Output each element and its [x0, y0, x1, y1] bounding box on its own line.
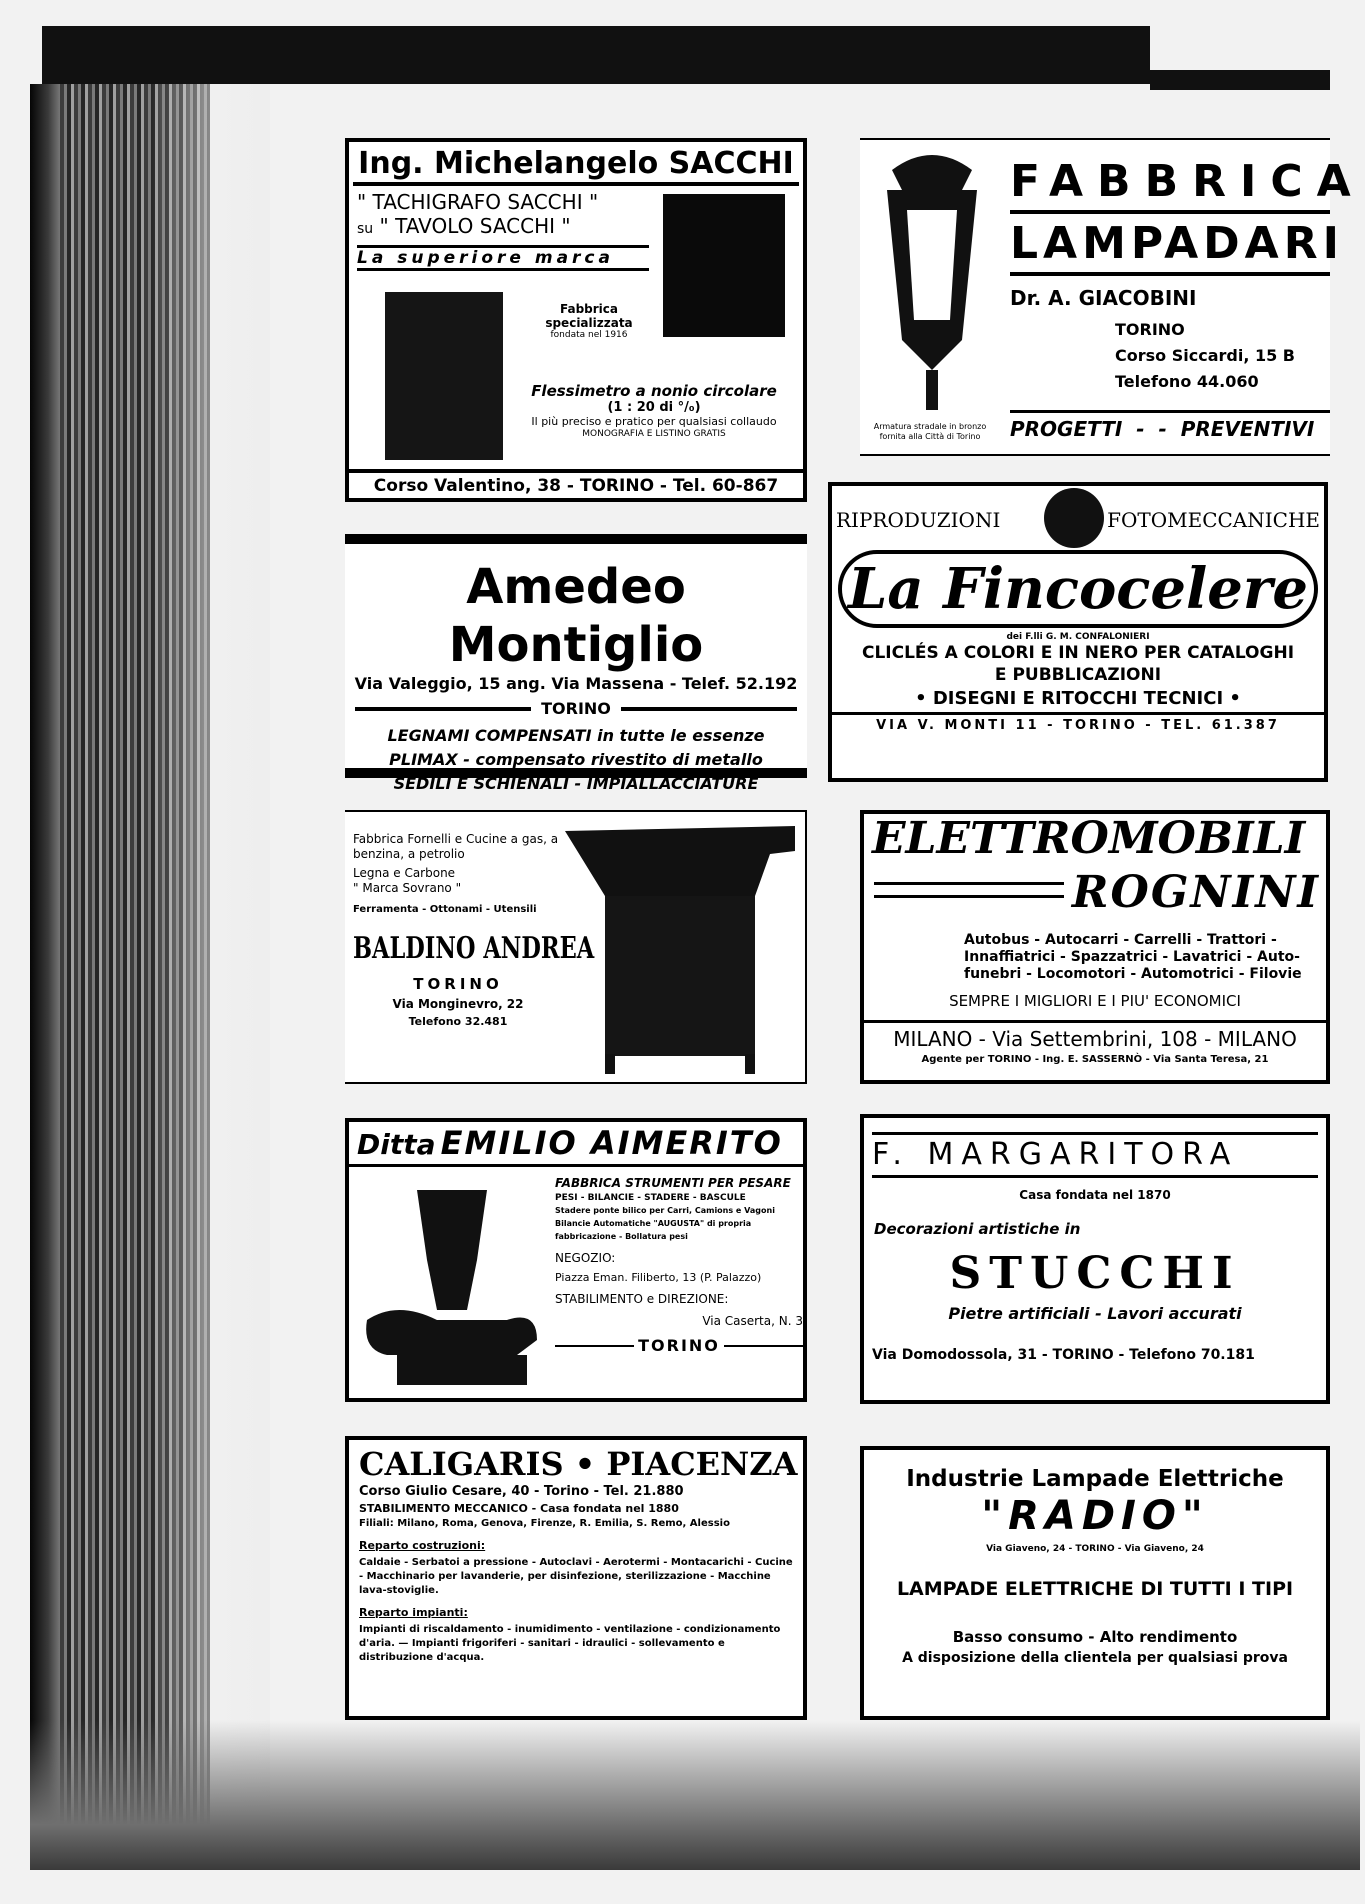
radio-t1: Industrie Lampade Elettriche [906, 1466, 1284, 1492]
sacchi-su: su [357, 221, 374, 237]
rognini-address: MILANO - Via Settembrini, 108 - MILANO [864, 1020, 1326, 1051]
rognini-t1: ELETTROMOBILI [872, 813, 1306, 864]
sacchi-fondata: fondata nel 1916 [550, 330, 628, 340]
rognini-rule-2 [874, 895, 1064, 898]
montiglio-city-row [355, 699, 797, 718]
lampadari-phone: Telefono 44.060 [1115, 372, 1259, 391]
radio-l3: A disposizione della clientela per qualsiasi prova [902, 1650, 1288, 1666]
ad-lampadari [860, 138, 1365, 456]
ad-radio [860, 1446, 1330, 1720]
aimerito-negozio-addr: Piazza Eman. Filiberto, 13 (P. Palazzo) [555, 1271, 762, 1284]
fincocelere-owners: dei F.lli G. M. CONFALONIERI [1006, 632, 1150, 642]
sacchi-address: Corso Valentino, 38 - TORINO - Tel. 60-867 [349, 469, 803, 496]
street-lamp-illustration [862, 150, 1002, 420]
ad-fincocelere [828, 482, 1328, 782]
aimerito-stab-addr: Via Caserta, N. 3 [702, 1314, 803, 1328]
montiglio-rule-left [355, 707, 531, 711]
baldino-phone: Telefono 32.481 [408, 1015, 508, 1028]
fincocelere-l1: CLICLÉS A COLORI E IN NERO PER CATALOGHI [861, 643, 1295, 663]
ad-margaritora [860, 1114, 1330, 1404]
baldino-l3: " Marca Sovrano " [353, 881, 462, 895]
radio-address: Via Giaveno, 24 - TORINO - Via Giaveno, 24 [986, 1544, 1204, 1554]
lampadari-footer: PROGETTI - - PREVENTIVI [1010, 410, 1330, 441]
aimerito-l1: FABBRICA STRUMENTI PER PESARE [555, 1176, 791, 1190]
scale-illustration [357, 1180, 547, 1390]
baldino-city: TORINO [413, 975, 503, 993]
tavolo-photo [385, 292, 503, 460]
sacchi-desc: Il più preciso e pratico per qualsiasi collaudo [531, 415, 777, 428]
baldino-name: BALDINO ANDREA [353, 931, 595, 966]
rognini-t2: ROGNINI [1071, 867, 1320, 918]
lampadari-caption: Armatura stradale in bronzo fornita alla Città di Torino [873, 422, 987, 441]
sacchi-flessimetro-block [509, 382, 799, 439]
montiglio-l1: LEGNAMI COMPENSATI in tutte le essenze [387, 726, 765, 745]
scan-top-bar [42, 26, 1150, 84]
fincocelere-top [832, 486, 1324, 546]
montiglio-address: Via Valeggio, 15 ang. Via Massena - Telef. 52.192 [354, 674, 798, 693]
aimerito-city-row [555, 1336, 803, 1355]
rognini-slogan: SEMPRE I MIGLIORI E I PIU' ECONOMICI [949, 992, 1241, 1010]
rognini-d2: Innaffiatrici - Spazzatrici - Lavatrici - Auto- [964, 949, 1300, 965]
montiglio-l2: PLIMAX - compensato rivestito di metallo [389, 750, 763, 769]
aimerito-rule-right [724, 1345, 803, 1347]
fincocelere-l3: • DISEGNI E RITOCCHI TECNICI • [915, 688, 1241, 709]
sacchi-fabbrica: Fabbrica [559, 302, 618, 316]
aimerito-l2: PESI - BILANCIE - STADERE - BASCULE [555, 1193, 746, 1203]
fincocelere-l2: E PUBBLICAZIONI [994, 665, 1162, 685]
aimerito-l4: Bilancie Automatiche "AUGUSTA" di propria fabbricazione - Bollatura pesi [555, 1219, 752, 1241]
rognini-rules [874, 882, 1064, 898]
rognini-d1: Autobus - Autocarri - Carrelli - Trattori - [964, 932, 1277, 948]
montiglio-city: TORINO [541, 699, 611, 718]
rognini-agent: Agente per TORINO - Ing. E. SASSERNÒ - Via Santa Teresa, 21 [921, 1054, 1269, 1065]
aimerito-name: EMILIO AIMERITO [440, 1124, 783, 1162]
lampadari-rule-1 [1010, 210, 1330, 214]
margaritora-name: F. MARGARITORA [872, 1132, 1318, 1178]
lampadari-owner: Dr. A. GIACOBINI [1010, 286, 1197, 310]
margaritora-address: Via Domodossola, 31 - TORINO - Telefono 70.181 [872, 1347, 1255, 1363]
ad-montiglio [345, 534, 807, 793]
caligaris-title: CALIGARIS • PIACENZA [359, 1445, 798, 1483]
radio-l2: Basso consumo - Alto rendimento [952, 1628, 1238, 1646]
caligaris-h1: Reparto costruzioni: [359, 1539, 486, 1552]
tachigrafo-photo [663, 194, 785, 337]
caligaris-p2: Impianti di riscaldamento - inumidimento - ventilazione - condizionamento d'aria. — Impianti frigoriferi - sanitari - idraulici - sollevamento e distribuzione d'acqua. [359, 1624, 781, 1663]
sacchi-specializzata: specializzata [545, 316, 633, 330]
baldino-street: Via Monginevro, 22 [392, 997, 524, 1011]
ad-aimerito [345, 1118, 807, 1402]
scan-left-edge [30, 84, 60, 1864]
ad-caligaris [345, 1436, 807, 1720]
spine-fade [150, 84, 270, 1864]
sacchi-flessimetro: Flessimetro a nonio circolare [531, 382, 777, 400]
aimerito-negozio: NEGOZIO: [555, 1251, 616, 1265]
aimerito-text [555, 1176, 803, 1355]
montiglio-l3: SEDILI E SCHIENALI - IMPIALLACCIATURE [393, 774, 759, 793]
aimerito-l3: Stadere ponte bilico per Carri, Camions e Vagoni [555, 1206, 775, 1215]
baldino-l4: Ferramenta - Ottonami - Utensili [353, 904, 537, 915]
radio-t2: "RADIO" [981, 1493, 1209, 1539]
stove-illustration [565, 826, 795, 1076]
margaritora-pietre: Pietre artificiali - Lavori accurati [948, 1304, 1242, 1323]
sacchi-factory [529, 302, 649, 340]
margaritora-founded: Casa fondata nel 1870 [1019, 1188, 1171, 1202]
ad-sacchi [345, 138, 807, 502]
fincocelere-emblem [1044, 488, 1104, 548]
rognini-rule-1 [874, 882, 1064, 885]
ad-rognini [860, 810, 1330, 1084]
rognini-desc [964, 932, 1324, 983]
fincocelere-top-left: RIPRODUZIONI [836, 508, 1001, 532]
baldino-text [353, 832, 595, 1028]
rognini-d3: funebri - Locomotori - Automotrici - Filovie [964, 966, 1302, 982]
fincocelere-top-right: FOTOMECCANICHE [1107, 508, 1320, 532]
fincocelere-logo: La Fincocelere [838, 550, 1318, 628]
sacchi-ratio: (1 : 20 di °/₀) [607, 400, 701, 415]
lampadari-street: Corso Siccardi, 15 B [1115, 346, 1295, 365]
sacchi-name: Ing. Michelangelo SACCHI [353, 146, 799, 186]
caligaris-l1: Corso Giulio Cesare, 40 - Torino - Tel. 21.880 [359, 1484, 684, 1499]
montiglio-name: Amedeo Montiglio [448, 559, 704, 673]
advertisement-page [270, 84, 1365, 1784]
lampadari-title2: LAMPADARI [1010, 218, 1344, 269]
caligaris-p1: Caldaie - Serbatoi a pressione - Autoclavi - Aerotermi - Montacarichi - Cucine - Macchinario per lavanderie, per disinfezione, sterilizzazione - Macchine lava-stoviglie. [359, 1557, 793, 1596]
baldino-l1: Fabbrica Fornelli e Cucine a gas, a benzina, a petrolio [353, 832, 559, 861]
aimerito-city: TORINO [638, 1336, 720, 1355]
aimerito-header [349, 1122, 803, 1167]
baldino-l2: Legna e Carbone [353, 866, 456, 880]
sacchi-line2: " TAVOLO SACCHI " [379, 214, 571, 238]
scan-bottom-shadow [30, 1720, 1360, 1870]
caligaris-l2: STABILIMENTO MECCANICO - Casa fondata nel 1880 [359, 1502, 679, 1515]
caligaris-l3: Filiali: Milano, Roma, Genova, Firenze, R. Emilia, S. Remo, Alessio [359, 1518, 730, 1529]
sacchi-line1: " TACHIGRAFO SACCHI " [357, 190, 599, 214]
caligaris-h2: Reparto impianti: [359, 1606, 468, 1619]
lampadari-rule-2 [1010, 272, 1330, 276]
aimerito-ditta: Ditta [357, 1128, 436, 1161]
margaritora-deco: Decorazioni artistiche in [874, 1220, 1081, 1238]
radio-l1: LAMPADE ELETTRICHE DI TUTTI I TIPI [896, 1578, 1294, 1600]
ad-baldino [345, 810, 807, 1084]
fincocelere-l4: VIA V. MONTI 11 - TORINO - TEL. 61.387 [832, 712, 1324, 733]
lampadari-city: TORINO [1115, 320, 1185, 339]
margaritora-stucchi: STUCCHI [949, 1248, 1241, 1299]
aimerito-rule-left [555, 1345, 634, 1347]
sacchi-brand: La superiore marca [357, 245, 649, 271]
montiglio-rule-right [621, 707, 797, 711]
lampadari-title1: FABBRICA [1010, 156, 1365, 207]
aimerito-stab: STABILIMENTO e DIREZIONE: [555, 1292, 729, 1306]
sacchi-monografia: MONOGRAFIA E LISTINO GRATIS [582, 429, 726, 439]
